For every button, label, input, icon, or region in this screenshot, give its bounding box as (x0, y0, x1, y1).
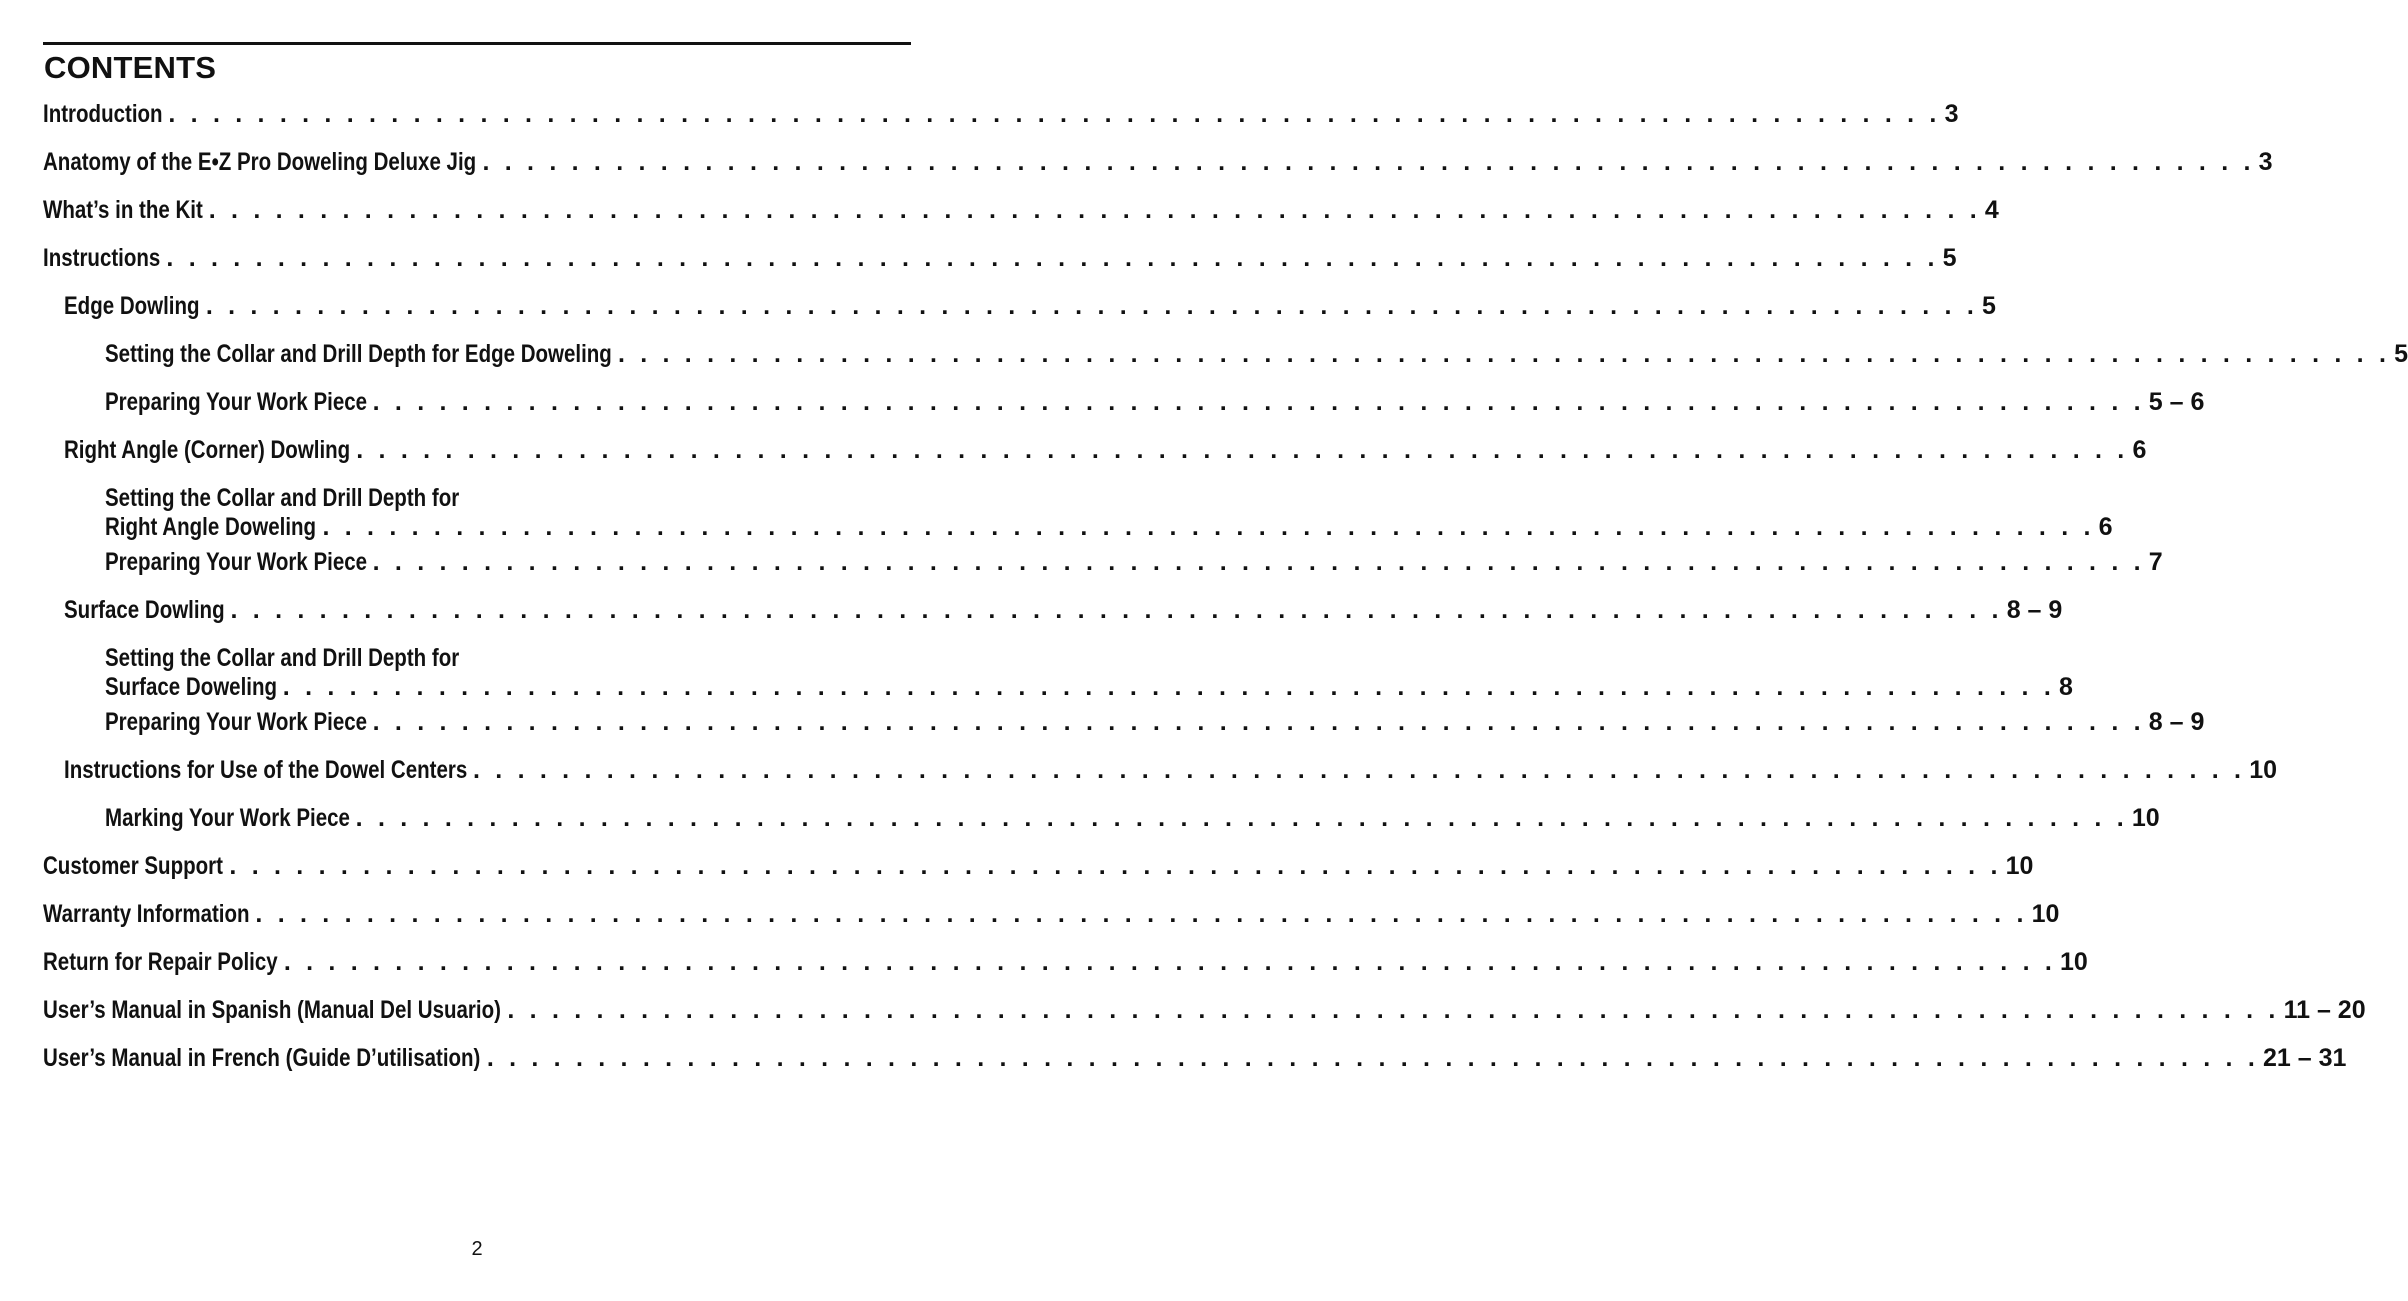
toc-dot-leader: . . . . . . . . . . . . . . . . . . . . . . . . . . . . . . . . . . . . . . . . . . . . . . . . . . . . . . . . . . . . . . . . . . . . . . . . . . . . . . . . (166, 244, 1939, 272)
toc-entry (43, 852, 2034, 881)
toc-entry (43, 484, 2113, 542)
toc-entry (43, 388, 2205, 417)
toc-entry (43, 900, 2060, 929)
toc-entry-title: Warranty Information (43, 900, 250, 928)
toc-dot-leader: . . . . . . . . . . . . . . . . . . . . . . . . . . . . . . . . . . . . . . . . . . . . . . . . . . . . . . . . . . . . . . . . . . . . . . . . . . . . . . . . (473, 756, 2246, 784)
toc-entry-title: Preparing Your Work Piece (105, 548, 368, 576)
toc-entry (43, 196, 1999, 225)
toc-entry-title: Return for Repair Policy (43, 948, 278, 976)
toc-entry-title: User’s Manual in French (Guide D’utilisation) (43, 1044, 481, 1072)
toc-entry-title: Setting the Collar and Drill Depth for Edge Doweling (105, 340, 612, 368)
toc-dot-leader: . . . . . . . . . . . . . . . . . . . . . . . . . . . . . . . . . . . . . . . . . . . . . . . . . . . . . . . . . . . . . . . . . . . . . . . . . . . . . . . . (372, 548, 2145, 576)
toc-page-number: 6 (2132, 436, 2147, 464)
toc-entry-title: Instructions (43, 244, 161, 272)
toc-page-number: 10 (2005, 852, 2034, 880)
toc-page-number: 10 (2249, 756, 2277, 784)
toc-entry-title: Surface Dowling (64, 596, 225, 624)
table-of-contents (43, 100, 2408, 1073)
toc-dot-leader: . . . . . . . . . . . . . . . . . . . . . . . . . . . . . . . . . . . . . . . . . . . . . . . . . . . . . . . . . . . . . . . . . . . . . . . . . . . . . . . . (356, 436, 2129, 464)
toc-entry-title: Preparing Your Work Piece (105, 388, 368, 416)
toc-entry-title: Edge Dowling (64, 292, 200, 320)
toc-dot-leader: . . . . . . . . . . . . . . . . . . . . . . . . . . . . . . . . . . . . . . . . . . . . . . . . . . . . . . . . . . . . . . . . . . . . . . . . . . . . . . . . (283, 948, 2057, 976)
toc-dot-leader: . . . . . . . . . . . . . . . . . . . . . . . . . . . . . . . . . . . . . . . . . . . . . . . . . . . . . . . . . . . . . . . . . . . . . . . . . . . . . . . . (507, 996, 2280, 1024)
toc-page-number: 10 (2060, 948, 2088, 976)
toc-page-number: 10 (2031, 900, 2060, 928)
toc-entry-title: Surface Doweling (105, 673, 278, 701)
toc-entry (43, 948, 2088, 977)
toc-entry-title: Right Angle Doweling (105, 513, 317, 541)
toc-entry (43, 596, 2063, 625)
toc-page-number: 11 – 20 (2283, 996, 2366, 1024)
toc-entry-title: Instructions for Use of the Dowel Centers (64, 756, 468, 784)
toc-page-number: 4 (1984, 196, 1999, 224)
toc-dot-leader: . . . . . . . . . . . . . . . . . . . . . . . . . . . . . . . . . . . . . . . . . . . . . . . . . . . . . . . . . . . . . . . . . . . . . . . . . . . . . . . . (229, 852, 2002, 880)
toc-page-number: 8 – 9 (2148, 708, 2205, 736)
toc-page-number: 5 (1982, 292, 1996, 320)
toc-entry (43, 548, 2163, 577)
toc-entry (43, 100, 1959, 129)
toc-dot-leader: . . . . . . . . . . . . . . . . . . . . . . . . . . . . . . . . . . . . . . . . . . . . . . . . . . . . . . . . . . . . . . . . . . . . . . . . . . . . . . . . (355, 804, 2128, 832)
toc-dot-leader: . . . . . . . . . . . . . . . . . . . . . . . . . . . . . . . . . . . . . . . . . . . . . . . . . . . . . . . . . . . . . . . . . . . . . . . . . . . . . . . . (168, 100, 1941, 128)
page-number: 2 (471, 1238, 483, 1260)
toc-dot-leader: . . . . . . . . . . . . . . . . . . . . . . . . . . . . . . . . . . . . . . . . . . . . . . . . . . . . . . . . . . . . . . . . . . . . . . . . . . . . . . . . (617, 340, 2391, 368)
toc-page-number: 8 (2058, 673, 2073, 701)
toc-page-number: 5 (1942, 244, 1957, 272)
toc-page-number: 3 (1944, 100, 1959, 128)
toc-entry (43, 436, 2147, 465)
toc-dot-leader: . . . . . . . . . . . . . . . . . . . . . . . . . . . . . . . . . . . . . . . . . . . . . . . . . . . . . . . . . . . . . . . . . . . . . . . . . . . . . . . . (322, 513, 2095, 541)
toc-page-number: 8 – 9 (2006, 596, 2063, 624)
toc-dot-leader: . . . . . . . . . . . . . . . . . . . . . . . . . . . . . . . . . . . . . . . . . . . . . . . . . . . . . . . . . . . . . . . . . . . . . . . . . . . . . . . . (255, 900, 2028, 928)
toc-entry (43, 644, 2073, 702)
toc-dot-leader: . . . . . . . . . . . . . . . . . . . . . . . . . . . . . . . . . . . . . . . . . . . . . . . . . . . . . . . . . . . . . . . . . . . . . . . . . . . . . . . . (372, 388, 2145, 416)
toc-page-number: 7 (2148, 548, 2163, 576)
toc-dot-leader: . . . . . . . . . . . . . . . . . . . . . . . . . . . . . . . . . . . . . . . . . . . . . . . . . . . . . . . . . . . . . . . . . . . . . . . . . . . . . . . . (282, 673, 2055, 701)
toc-entry (43, 148, 2273, 177)
toc-dot-leader: . . . . . . . . . . . . . . . . . . . . . . . . . . . . . . . . . . . . . . . . . . . . . . . . . . . . . . . . . . . . . . . . . . . . . . . . . . . . . . . . (230, 596, 2003, 624)
toc-dot-leader: . . . . . . . . . . . . . . . . . . . . . . . . . . . . . . . . . . . . . . . . . . . . . . . . . . . . . . . . . . . . . . . . . . . . . . . . . . . . . . . . (208, 196, 1981, 224)
toc-dot-leader: . . . . . . . . . . . . . . . . . . . . . . . . . . . . . . . . . . . . . . . . . . . . . . . . . . . . . . . . . . . . . . . . . . . . . . . . . . . . . . . . (486, 1044, 2259, 1072)
toc-entry (43, 756, 2277, 785)
toc-entry-title: Preparing Your Work Piece (105, 708, 368, 736)
toc-entry (43, 708, 2205, 737)
toc-entry-title: Anatomy of the E•Z Pro Doweling Deluxe Jig (43, 148, 477, 176)
toc-entry-title: What’s in the Kit (43, 196, 203, 224)
toc-entry-title: Setting the Collar and Drill Depth for (105, 484, 460, 512)
toc-page-number: 3 (2258, 148, 2273, 176)
toc-page-number: 10 (2131, 804, 2160, 832)
toc-entry (43, 340, 2408, 369)
toc-page-number: 5 (2394, 340, 2408, 368)
toc-entry-title: User’s Manual in Spanish (Manual Del Usuario) (43, 996, 501, 1024)
toc-page-number: 5 – 6 (2148, 388, 2205, 416)
toc-entry-title: Marking Your Work Piece (105, 804, 350, 832)
toc-entry-title: Setting the Collar and Drill Depth for (105, 644, 460, 672)
toc-entry (43, 244, 1957, 273)
toc-entry (43, 804, 2160, 833)
toc-dot-leader: . . . . . . . . . . . . . . . . . . . . . . . . . . . . . . . . . . . . . . . . . . . . . . . . . . . . . . . . . . . . . . . . . . . . . . . . . . . . . . . . (372, 708, 2145, 736)
toc-page-number: 21 – 31 (2263, 1044, 2347, 1072)
toc-entry (43, 996, 2366, 1025)
toc-entry (43, 292, 1996, 321)
toc-entry (43, 1044, 2347, 1073)
top-rule (43, 42, 911, 45)
toc-entry-title: Customer Support (43, 852, 223, 880)
toc-dot-leader: . . . . . . . . . . . . . . . . . . . . . . . . . . . . . . . . . . . . . . . . . . . . . . . . . . . . . . . . . . . . . . . . . . . . . . . . . . . . . . . . (205, 292, 1978, 320)
toc-entry-title: Introduction (43, 100, 163, 128)
page-title: CONTENTS (44, 50, 217, 85)
toc-page-number: 6 (2098, 513, 2113, 541)
toc-dot-leader: . . . . . . . . . . . . . . . . . . . . . . . . . . . . . . . . . . . . . . . . . . . . . . . . . . . . . . . . . . . . . . . . . . . . . . . . . . . . . . . . (482, 148, 2255, 176)
toc-entry-title: Right Angle (Corner) Dowling (64, 436, 351, 464)
